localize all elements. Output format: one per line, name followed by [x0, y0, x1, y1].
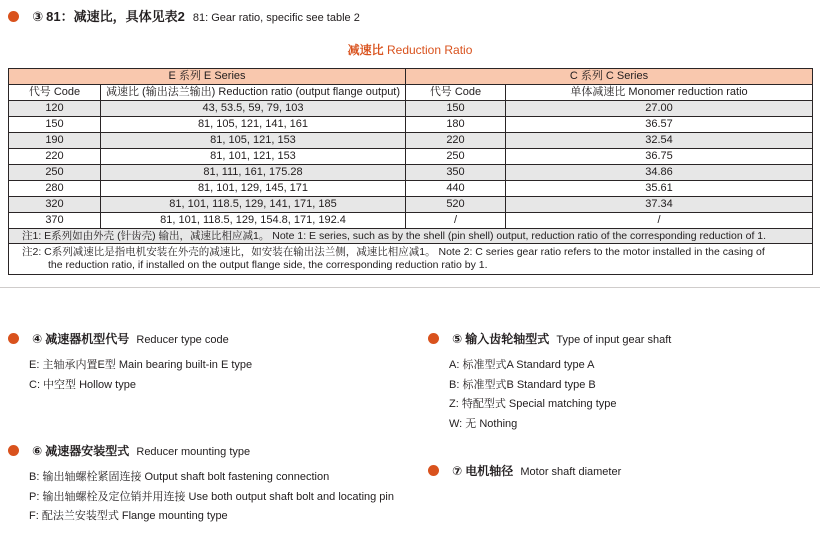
table-row: [9, 197, 813, 213]
bullet-icon: [8, 445, 19, 456]
bullet-icon: [428, 333, 439, 344]
section-number: ⑤: [452, 332, 463, 346]
table-note-1: 注1: E系列如由外壳 (针齿壳) 输出，减速比相应减1。 Note 1: E series, such as by the shell (pin shell) output, reduction ratio of the corresponding reduction of 1.: [9, 229, 813, 244]
group-header-e-series: E 系列 E Series: [9, 69, 406, 85]
bullet-icon: [8, 11, 19, 22]
section-header: [428, 330, 671, 347]
section-item: Z: 特配型式 Special matching type: [449, 398, 617, 410]
bullet-icon: [428, 465, 439, 476]
table-title: [0, 41, 820, 58]
table-cell: 32.54: [506, 133, 813, 149]
column-header: 代号 Code: [406, 85, 506, 101]
table-cell: 35.61: [506, 181, 813, 197]
section-input-gear-shaft-type: [428, 330, 671, 434]
table-cell: 81, 105, 121, 153: [101, 133, 406, 149]
section-item: B: 输出轴螺栓紧固连接 Output shaft bolt fastening connection: [29, 471, 330, 483]
section-item: W: 无 Nothing: [449, 417, 518, 430]
table-row: [9, 149, 813, 165]
section-motor-shaft-diameter: [428, 462, 621, 479]
table-note-2-line-2: the reduction ratio, if installed on the output flange side, the corresponding reduction ratio by 1.: [48, 259, 488, 271]
table-cell: 520: [406, 197, 506, 213]
table-cell: 81, 101, 118.5, 129, 141, 171, 185: [101, 197, 406, 213]
table-note-1-row: [9, 229, 813, 244]
table-cell: 440: [406, 181, 506, 197]
table-cell: 280: [9, 181, 101, 197]
table-cell: 250: [9, 165, 101, 181]
reduction-ratio-table: [8, 68, 813, 275]
table-cell: 190: [9, 133, 101, 149]
section-number: ⑦: [452, 464, 463, 478]
table-group-header-row: [9, 69, 813, 85]
section-number: ④: [32, 332, 43, 346]
table-title-en: Reduction Ratio: [386, 43, 473, 57]
section-title-en: Motor shaft diameter: [520, 466, 622, 478]
table-cell: 320: [9, 197, 101, 213]
table-cell: 120: [9, 101, 101, 117]
section-title-cn: 减速器机型代号: [45, 332, 130, 346]
table-row: [9, 133, 813, 149]
table-note-2-line-1: 注2: C系列减速比是指电机安装在外壳的减速比，如安装在输出法兰侧，减速比相应减1。 Note 2: C series gear ratio refers to the motor installed in the casing of: [22, 246, 765, 258]
section-item: E: 主轴承内置E型 Main bearing built-in E type: [29, 359, 253, 371]
section-item: A: 标准型式A Standard type A: [449, 359, 595, 371]
section-items: [29, 468, 394, 527]
table-cell: 37.34: [506, 197, 813, 213]
table-title-cn: 减速比: [347, 43, 384, 57]
table-cell: 180: [406, 117, 506, 133]
table-note-2: [9, 244, 813, 275]
table-cell: 81, 105, 121, 141, 161: [101, 117, 406, 133]
table-cell: 36.57: [506, 117, 813, 133]
table-row: [9, 165, 813, 181]
section-items: [29, 356, 252, 395]
section-header: [8, 330, 252, 347]
section-title-en: Reducer type code: [136, 334, 229, 346]
table-cell: 27.00: [506, 101, 813, 117]
table-cell: 81, 101, 129, 145, 171: [101, 181, 406, 197]
table-row: [9, 213, 813, 229]
table-cell: 150: [406, 101, 506, 117]
column-header: 单体减速比 Monomer reduction ratio: [506, 85, 813, 101]
page-divider: [0, 287, 820, 288]
table-cell: 81, 101, 118.5, 129, 154.8, 171, 192.4: [101, 213, 406, 229]
table-cell: 81, 111, 161, 175.28: [101, 165, 406, 181]
section-item: F: 配法兰安装型式 Flange mounting type: [29, 510, 228, 522]
column-header: 代号 Code: [9, 85, 101, 101]
table-cell: 220: [406, 133, 506, 149]
column-header: 减速比 (输出法兰输出) Reduction ratio (output flange output): [101, 85, 406, 101]
table-cell: 43, 53.5, 59, 79, 103: [101, 101, 406, 117]
section-reducer-type-code: [8, 330, 252, 395]
table-row: [9, 101, 813, 117]
section-title-cn: 减速器安装型式: [45, 444, 130, 458]
intro-text-cn: 81：减速比，具体见表2: [46, 9, 185, 24]
table-cell: 250: [406, 149, 506, 165]
section-title-en: Reducer mounting type: [136, 446, 251, 458]
table-cell: 36.75: [506, 149, 813, 165]
group-header-c-series: C 系列 C Series: [406, 69, 813, 85]
section-title-en: Type of input gear shaft: [556, 334, 672, 346]
section-header: [428, 462, 621, 479]
table-cell: 350: [406, 165, 506, 181]
table-row: [9, 117, 813, 133]
table-cell: 150: [9, 117, 101, 133]
section-reducer-mounting-type: [8, 442, 394, 527]
table-cell: /: [406, 213, 506, 229]
table-cell: /: [506, 213, 813, 229]
table-column-header-row: [9, 85, 813, 101]
section-title-cn: 电机轴径: [465, 464, 514, 478]
table-cell: 220: [9, 149, 101, 165]
section-items: [449, 356, 671, 434]
table-row: [9, 181, 813, 197]
section-number: ⑥: [32, 444, 43, 458]
table-cell: 81, 101, 121, 153: [101, 149, 406, 165]
section-header: [8, 442, 394, 459]
table-cell: 370: [9, 213, 101, 229]
intro-number: ③: [32, 9, 44, 24]
section-title-cn: 输入齿轮轴型式: [465, 332, 550, 346]
section-item: C: 中空型 Hollow type: [29, 378, 136, 391]
table-note-2-row: [9, 244, 813, 275]
intro-text-en: 81: Gear ratio, specific see table 2: [192, 12, 360, 24]
intro-line: [8, 6, 360, 25]
section-item: B: 标准型式B Standard type B: [449, 378, 596, 391]
bullet-icon: [8, 333, 19, 344]
section-item: P: 输出轴螺栓及定位销并用连接 Use both output shaft bolt and locating pin: [29, 490, 394, 503]
table-cell: 34.86: [506, 165, 813, 181]
